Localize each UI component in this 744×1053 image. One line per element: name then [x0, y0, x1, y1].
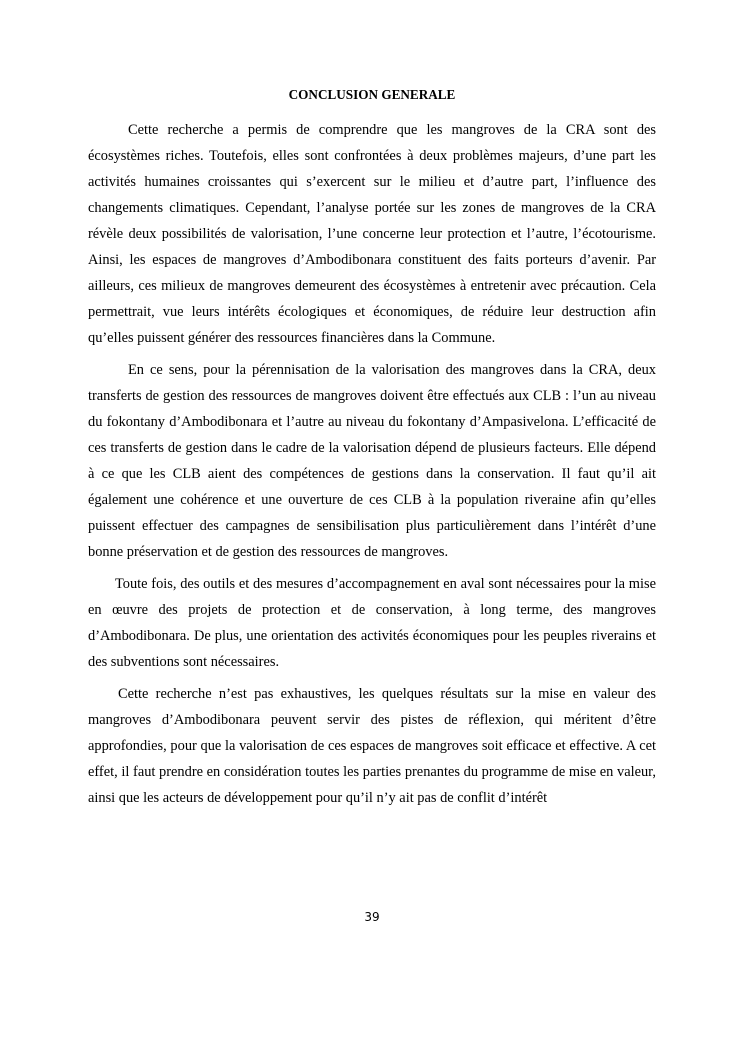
page-title: CONCLUSION GENERALE [288, 87, 456, 102]
paragraph-4: Cette recherche n’est pas exhaustives, les quelques résultats sur la mise en valeur des mangroves d’Ambodibonara peuvent servir des pistes de réflexion, qui méritent d’être approfondies, pour que la valorisation de ces espaces de mangroves soit efficace et effective. A cet effet, il faut prendre en considération toutes les parties prenantes du programme de mise en valeur, ainsi que les acteurs de développement pour qu’il n’y ait pas de conflit d’intérêt [88, 686, 656, 806]
paragraph-1: Cette recherche a permis de comprendre que les mangroves de la CRA sont des écosystèmes riches. Toutefois, elles sont confrontées à deux problèmes majeurs, d’une part les activités humaines croissantes qui s’exercent sur le milieu et d’autre part, l’influence des changements climatiques. Cependant, l’analyse portée sur les zones de mangroves de la CRA révèle deux possibilités de valorisation, l’une concerne leur protection et l’autre, l’écotourisme. Ainsi, les espaces de mangroves d’Ambodibonara constituent des faits porteurs d’avenir. Par ailleurs, ces milieux de mangroves demeurent des écosystèmes à entretenir avec précaution. Cela permettrait, vue leurs intérêts écologiques et économiques, de réduire leur destruction afin qu’elles puissent générer des ressources financières dans la Commune. [88, 122, 656, 346]
body-text [88, 117, 656, 817]
paragraph-2: En ce sens, pour la pérennisation de la valorisation des mangroves dans la CRA, deux transferts de gestion des ressources de mangroves doivent être effectués aux CLB : l’un au niveau du fokontany d’Ambodibonara et l’autre au niveau du fokontany d’Ampasivelona. L’efficacité de ces transferts de gestion dans le cadre de la valorisation dépend de plusieurs facteurs. Elle dépend à ce que les CLB aient des compétences de gestions dans la conservation. Il faut qu’il ait également une cohérence et une ouverture de ces CLB à la population riveraine afin qu’elles puissent effectuer des campagnes de sensibilisation plus particulièrement dans l’intérêt d’une bonne préservation et de gestion des ressources de mangroves. [88, 362, 656, 560]
page-number: 39 [364, 910, 380, 924]
paragraph-3: Toute fois, des outils et des mesures d’accompagnement en aval sont nécessaires pour la mise en œuvre des projets de protection et de conservation, à long terme, des mangroves d’Ambodibonara. De plus, une orientation des activités économiques pour les peuples riverains et des subventions sont nécessaires. [88, 576, 656, 670]
